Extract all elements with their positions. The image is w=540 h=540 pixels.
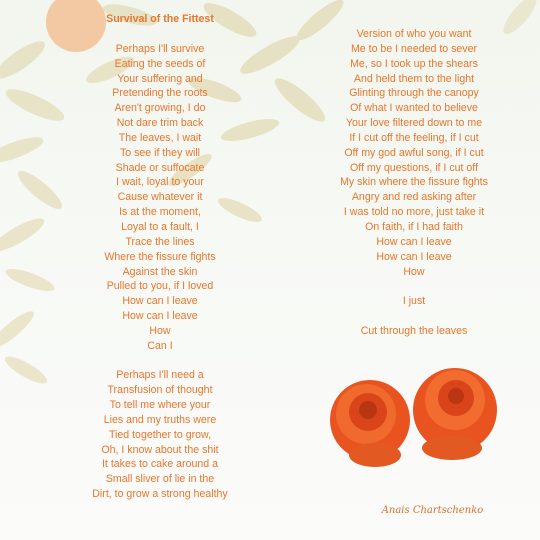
poem-line: Angry and red asking after [351, 191, 477, 204]
poem-line: Is at the moment, [119, 206, 201, 219]
poem-line: Perhaps I'll need a [116, 369, 204, 382]
poem-line: Cause whatever it [117, 191, 203, 204]
signature: Anais Chartschenko [381, 505, 484, 516]
poem-line: How [403, 265, 425, 278]
poem-line: I just [402, 295, 426, 308]
poem-line: Tied together to grow, [108, 428, 212, 441]
poem-line: I wait, loyal to your [116, 176, 204, 189]
poem-line: Cut through the leaves [360, 324, 468, 337]
poem-line: Your love filtered down to me [345, 117, 483, 130]
poem-line: To see if they will [119, 146, 201, 159]
poem-line: Can I [147, 339, 173, 352]
poem-line: Trace the lines [125, 235, 195, 248]
poem-line: My skin where the fissure fights [340, 176, 488, 189]
poem-line: Aren't growing, I do [114, 102, 206, 115]
poem-line: Version of who you want [356, 28, 472, 40]
poem-line: How can I leave [376, 235, 452, 248]
poem-line: And held them to the light [353, 72, 475, 85]
poem-line: I was told no more, just take it [343, 206, 485, 219]
poem-line: Pulled to you, if I loved [106, 280, 214, 293]
poem-line: Against the skin [122, 265, 198, 278]
poem-line: Transfusion of thought [107, 384, 213, 397]
poem-left-column [60, 12, 260, 502]
poem-line: Me to be I needed to sever [350, 42, 478, 55]
poem-line: Dirt, to grow a strong healthy [92, 488, 228, 501]
poem-line: Me, so I took up the shears [350, 57, 478, 70]
poem-line: Glinting through the canopy [349, 87, 479, 100]
stanza-right-2 [314, 294, 514, 309]
poem-title: Survival of the Fittest [106, 13, 214, 25]
poem-line: How can I leave [376, 250, 452, 263]
stanza-left-1 [60, 42, 260, 354]
poem-line: Small sliver of lie in the [105, 473, 215, 486]
poem-line: Your suffering and [117, 72, 203, 85]
stanza-right-1 [314, 27, 514, 279]
poem-line: Pretending the roots [112, 87, 208, 100]
poem-line: How [149, 324, 171, 337]
poem-line: Off my god awful song, if I cut [344, 146, 484, 159]
poem-line: Of what I wanted to believe [350, 102, 478, 115]
poem-line: Loyal to a fault, I [121, 220, 199, 233]
poem-line: To tell me where your [109, 399, 211, 412]
poem-line: How can I leave [122, 295, 198, 308]
poem-line: The leaves, I wait [118, 131, 202, 144]
stanza-left-2 [60, 368, 260, 502]
poem-line: Perhaps I'll survive [115, 42, 205, 55]
poem-line: Where the fissure fights [104, 250, 216, 263]
poem-line: It takes to cake around a [101, 458, 218, 471]
poem-right-column [314, 27, 514, 339]
poem-line: Lies and my truths were [103, 413, 217, 426]
poem-line: Eating the seeds of [114, 57, 206, 70]
poem-line: Oh, I know about the shit [101, 443, 219, 456]
poem-line: Off my questions, if I cut off [350, 161, 478, 174]
poem-line: Not dare trim back [116, 117, 204, 130]
poem-line: On faith, if I had faith [365, 220, 463, 233]
poem-line: How can I leave [122, 310, 198, 323]
stanza-right-3 [314, 324, 514, 339]
poem-line: If I cut off the feeling, if I cut [349, 131, 479, 144]
poem-line: Shade or suffocate [115, 161, 205, 174]
rose-flower-icon [330, 368, 497, 467]
